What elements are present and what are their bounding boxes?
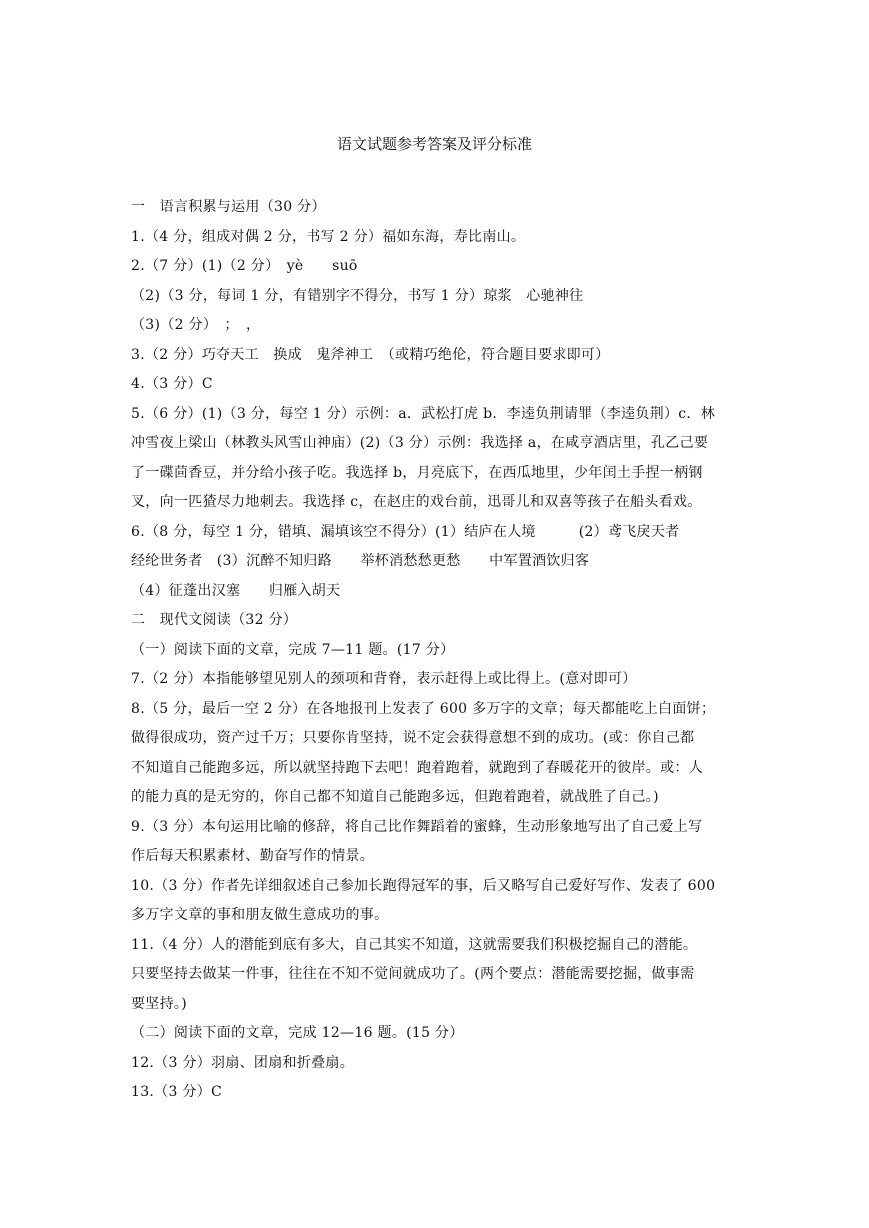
text-line: 冲雪夜上梁山（林教头风雪山神庙）(2)（3 分）示例：我选择 a，在咸亨酒店里，孔乙己要: [131, 435, 709, 451]
text-line: 13.（3 分）C: [131, 1084, 223, 1100]
text-line: 6.（8 分，每空 1 分，错填、漏填该空不得分）(1）结庐在人境 (2）鸢飞戾天者: [131, 523, 680, 540]
text-line: 9.（3 分）本句运用比喻的修辞，将自己比作舞蹈着的蜜蜂，生动形象地写出了自己爱上写: [131, 818, 703, 835]
text-line: 一 语言积累与运用（30 分）: [131, 199, 326, 215]
text-line: 10.（3 分）作者先详细叙述自己参加长跑得冠军的事，后又略写自己爱好写作、发表了 600: [131, 877, 716, 894]
page-title: 语文试题参考答案及评分标准: [336, 135, 532, 153]
text-line: 11.（4 分）人的潜能到底有多大，自己其实不知道，这就需要我们积极挖掘自己的潜能。: [131, 936, 698, 953]
text-line: 5.（6 分）(1)（3 分，每空 1 分）示例：a．武松打虎 b．李逵负荆请罪（李逵负荆）c．林: [131, 405, 716, 422]
text-line: 经纶世务者 (3）沉醉不知归路 举杯消愁愁更愁 中军置酒饮归客: [131, 553, 590, 569]
text-line: （4）征蓬出汉塞 归雁入胡天: [131, 582, 341, 599]
text-line: 7.（2 分）本指能够望见别人的颈项和背脊，表示赶得上或比得上。(意对即可）: [131, 671, 637, 687]
text-line: 了一碟茴香豆，并分给小孩子吃。我选择 b，月亮底下，在西瓜地里，少年闰土手捏一柄钢: [131, 464, 703, 481]
text-line: 做得很成功，资产过千万；只要你肯坚持，说不定会获得意想不到的成功。(或：你自己都: [131, 730, 695, 746]
text-line: 4.（3 分）C: [131, 376, 213, 392]
text-line: 2.（7 分）(1)（2 分） yè suō: [131, 258, 358, 274]
text-line: （2)（3 分，每词 1 分，有错别字不得分，书写 1 分）琼浆 心驰神往: [131, 287, 584, 304]
answer-body: [131, 193, 741, 1108]
text-line: 只要坚持去做某一件事，往往在不知不觉间就成功了。(两个要点：潜能需要挖掘，做事需: [131, 966, 695, 982]
text-line: 要坚持。): [131, 995, 187, 1012]
text-line: 不知道自己能跑多远，所以就坚持跑下去吧！跑着跑着，就跑到了春暖花开的彼岸。或：人: [131, 759, 703, 776]
text-line: 叉，向一匹猹尽力地刺去。我选择 c，在赵庄的戏台前，迅哥儿和双喜等孩子在船头看戏。: [131, 494, 702, 510]
text-line: （3)（2 分） ； ，: [131, 317, 261, 333]
text-line: （一）阅读下面的文章，完成 7—11 题。(17 分）: [131, 641, 455, 658]
text-line: 8.（5 分，最后一空 2 分）在各地报刊上发表了 600 多万字的文章；每天都能吃上白面饼；: [131, 700, 716, 717]
text-line: 二 现代文阅读（32 分）: [131, 612, 298, 628]
text-line: 3.（2 分）巧夺天工 换成 鬼斧神工 （或精巧绝伦，符合题目要求即可）: [131, 346, 610, 363]
text-line: （二）阅读下面的文章，完成 12—16 题。(15 分）: [131, 1025, 464, 1041]
text-line: 多万字文章的事和朋友做生意成功的事。: [131, 907, 389, 923]
text-line: 1.（4 分，组成对偶 2 分，书写 2 分）福如东海，寿比南山。: [131, 228, 526, 245]
text-line: 12.（3 分）羽扇、团扇和折叠扇。: [131, 1054, 355, 1071]
text-line: 作后每天积累素材、勤奋写作的情景。: [131, 848, 375, 864]
text-line: 的能力真的是无穷的，你自己都不知道自己能跑多远，但跑着跑着，就战胜了自己。): [131, 789, 659, 805]
